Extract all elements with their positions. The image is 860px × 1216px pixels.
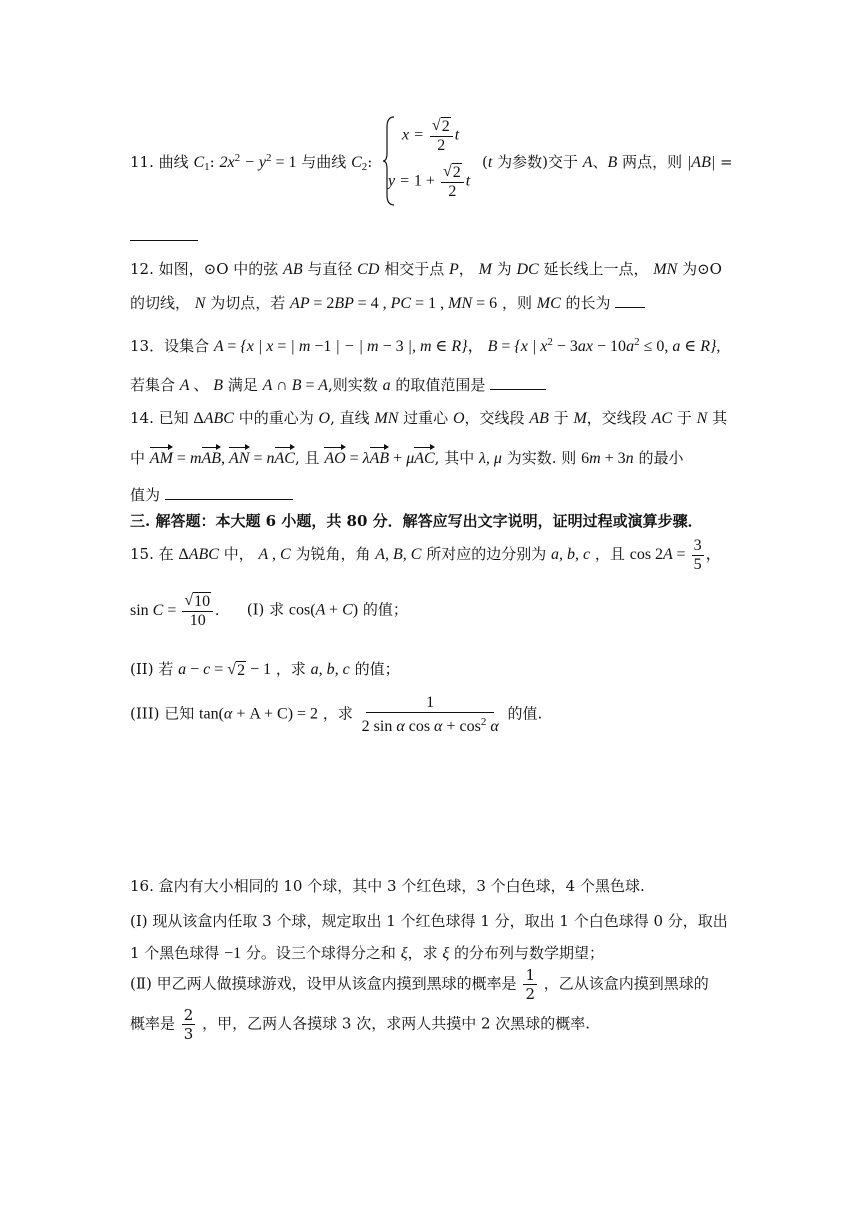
q16-text: ，甲，乙两人各摸球 3 次，求两人共摸中 2 次黑球的概率. [202, 1014, 591, 1033]
math: tan(α + A + C) = 2 [199, 705, 319, 723]
math: a [382, 377, 391, 394]
q12-text: ，则 [501, 294, 532, 312]
q12-text: ， [458, 260, 474, 278]
q11-line-end [482, 151, 733, 172]
q12-line1 [130, 258, 722, 279]
q12-text: 的长为 [565, 294, 611, 312]
q14-text: , 直线 [330, 409, 370, 427]
q16-text: 1 个黑色球得 [130, 944, 220, 962]
q16-line2: (Ⅰ) 现从该盒内任取 3 个球，规定取出 1 个红色球得 1 分，取出 1 个白色球得 0 分，取出 [130, 912, 728, 930]
q14-text: 中 [130, 449, 146, 467]
q15-text: ，且 [594, 545, 625, 564]
q15-text: 15. 在 [130, 545, 174, 564]
q12-text: 为 [496, 260, 512, 278]
q14-line2 [130, 447, 683, 468]
q15-text: 所对应的边分别为 [426, 545, 547, 564]
q16-text: 分。设三个球得分之和 [245, 944, 396, 962]
q16-text: ，求 [407, 944, 438, 962]
math: $C_1$ [193, 154, 210, 173]
math: a, b, c [310, 661, 350, 678]
q15-text: (II) 若 [130, 660, 174, 678]
q15-text: 中， [223, 545, 254, 564]
q12-text: 相交于点 [384, 260, 445, 278]
q14-text: 14. 已知 [130, 409, 189, 427]
q11-line [130, 151, 372, 173]
q14-text: 为实数. 则 [506, 449, 577, 467]
q14-text: 的最小 [638, 449, 684, 467]
parametric-system [382, 115, 482, 207]
q12-line2 [130, 292, 645, 313]
q11-text: 与曲线 [301, 153, 347, 171]
math: AB [283, 261, 303, 278]
q15-line3 [130, 658, 400, 680]
q11-text: 曲线 [158, 153, 189, 171]
math: cos(A + C) [288, 601, 359, 619]
colon: : [209, 153, 215, 171]
q13-line1 [130, 333, 720, 356]
math: |AB| [686, 154, 716, 171]
q14-text: 过重心 [403, 409, 449, 427]
math: x = √ 2 2 t [402, 117, 460, 154]
math: A, B, C [375, 546, 422, 564]
q12-text: 为⊙O [682, 260, 722, 278]
q14-line1 [130, 407, 727, 428]
math: AC [651, 410, 673, 427]
q12-text: 与直径 [307, 260, 353, 278]
math: y = 1 + √ 2 2 t [388, 163, 471, 200]
q11-number: 11. [130, 153, 154, 171]
math: AM = mAB, AN = nAC [149, 450, 295, 467]
q12-text: 为切点，若 [210, 294, 286, 312]
fraction: $\frac{2}{3}$ [183, 1006, 194, 1043]
q16-line1: 16. 盒内有大小相同的 10 个球，其中 3 个红色球，3 个白色球，4 个黑色球. [130, 877, 645, 895]
math: AB [529, 410, 549, 427]
math: $2x^2 - y^2 = 1$ [219, 152, 297, 171]
math: B [607, 154, 618, 171]
eq: = [720, 153, 733, 171]
q13-text: 若集合 [130, 376, 176, 394]
q15-line4 [130, 694, 542, 736]
math: N [696, 410, 708, 427]
q12-text: 的切线， [130, 294, 191, 312]
q14-text: , 其中 [434, 449, 475, 467]
q15-line1 [130, 537, 722, 574]
math: DC [516, 261, 539, 278]
q16-text: 的分布列与数学期望； [454, 944, 605, 962]
paren: ( [482, 153, 488, 171]
fraction: $\frac{1}{2}$ [525, 966, 535, 1003]
q13-text: 13．设集合 [130, 337, 210, 355]
q16-line3 [130, 942, 604, 963]
math: M [573, 410, 587, 427]
math: O [318, 410, 331, 427]
answer-blank [130, 226, 198, 241]
q14-text: 于 [553, 409, 569, 427]
q16-text: 概率是 [130, 1014, 176, 1033]
math: $C_2$ [351, 154, 368, 173]
math: MC [536, 295, 561, 312]
answer-blank [165, 485, 293, 500]
math: A 、 B [179, 377, 224, 394]
q15-text: 的值. [507, 704, 543, 723]
q16-text: ，乙从该盒内摸到黑球的 [543, 974, 709, 993]
answer-blank [490, 375, 546, 390]
math: M [478, 261, 492, 278]
q14-text: 其 [712, 409, 728, 427]
q14-text: ，交线段 [464, 409, 525, 427]
math: N [194, 295, 206, 312]
math: CD [357, 261, 380, 278]
math: $\frac{1}{2 \sin \alpha \cos \alpha + \cos^2 \alpha}$ [361, 694, 499, 735]
q11-text: 两点，则 [622, 153, 683, 171]
q12-text: 12. 如图，⊙O 中的弦 [130, 260, 279, 278]
answer-blank [615, 293, 645, 308]
colon: : [367, 153, 373, 171]
section-heading: 三. 解答题：本大题 6 小题，共 80 分．解答应写出文字说明，证明过程或演算步骤． [130, 512, 703, 530]
math: MN [653, 261, 678, 278]
math: ξ [400, 945, 408, 962]
math: A [582, 154, 593, 171]
math: MN [374, 410, 399, 427]
sep: 、 [592, 153, 608, 171]
math: P [448, 261, 459, 278]
q14-text: ，交线段 [586, 409, 647, 427]
q15-line2 [130, 592, 408, 630]
math: ΔABC [193, 410, 234, 427]
math: t [487, 154, 493, 171]
q15-text: 的值； [354, 660, 400, 678]
q14-text: 于 [676, 409, 692, 427]
q11-text: 为参数)交于 [497, 153, 578, 171]
math: a, b, c [551, 546, 591, 564]
q16-text: (Ⅱ) 甲乙两人做摸球游戏，设甲从该盒内摸到黑球的概率是 [130, 974, 517, 993]
math: cos 2A = $\frac{3}{5}$ ， [629, 537, 722, 573]
q13-text: 满足 [227, 376, 258, 394]
math: A = {x | x = | m −1 | − | m − 3 |, m ∈ R}， B = {x | $x^2 - 3ax - 10a^2 \le 0$, a ∈ R}, [213, 336, 721, 355]
q16-line4 [130, 966, 709, 1003]
math: A ∩ B = A [262, 377, 328, 394]
math: ΔABC [178, 546, 219, 564]
q15-text: (III) 已知 [130, 704, 195, 723]
math: ξ [442, 945, 450, 962]
math: AP = 2BP = 4 , PC = 1 , MN = 6 [290, 295, 498, 312]
q12-text: 延长线上一点， [543, 260, 649, 278]
q14-text: 中的重心为 [238, 409, 314, 427]
math: O [452, 410, 465, 427]
q14-text: 值为 [130, 486, 161, 504]
q14-text: , 且 [294, 449, 320, 467]
q16-line5 [130, 1006, 590, 1043]
q14-line3 [130, 484, 293, 505]
math: a − c = √ 2 − 1 [178, 661, 272, 679]
math: 6m + 3n [581, 450, 634, 467]
q15-text: ，求 [275, 660, 306, 678]
math: −1 [224, 945, 242, 962]
math: sin C = √ 10 10 . [130, 592, 220, 629]
q15-text: 为锐角，角 [295, 545, 371, 564]
q13-text: ,则实数 [328, 376, 378, 394]
q15-text: ，求 [322, 704, 353, 723]
math: λ, μ [479, 450, 502, 467]
q13-text: 的取值范围是 [395, 376, 486, 394]
q15-text: 的值； [362, 600, 408, 619]
q13-line2 [130, 372, 546, 395]
math: AO = λAB + μAC [324, 450, 435, 467]
q15-text: (I) 求 [246, 600, 285, 619]
math: A , C [258, 546, 291, 564]
